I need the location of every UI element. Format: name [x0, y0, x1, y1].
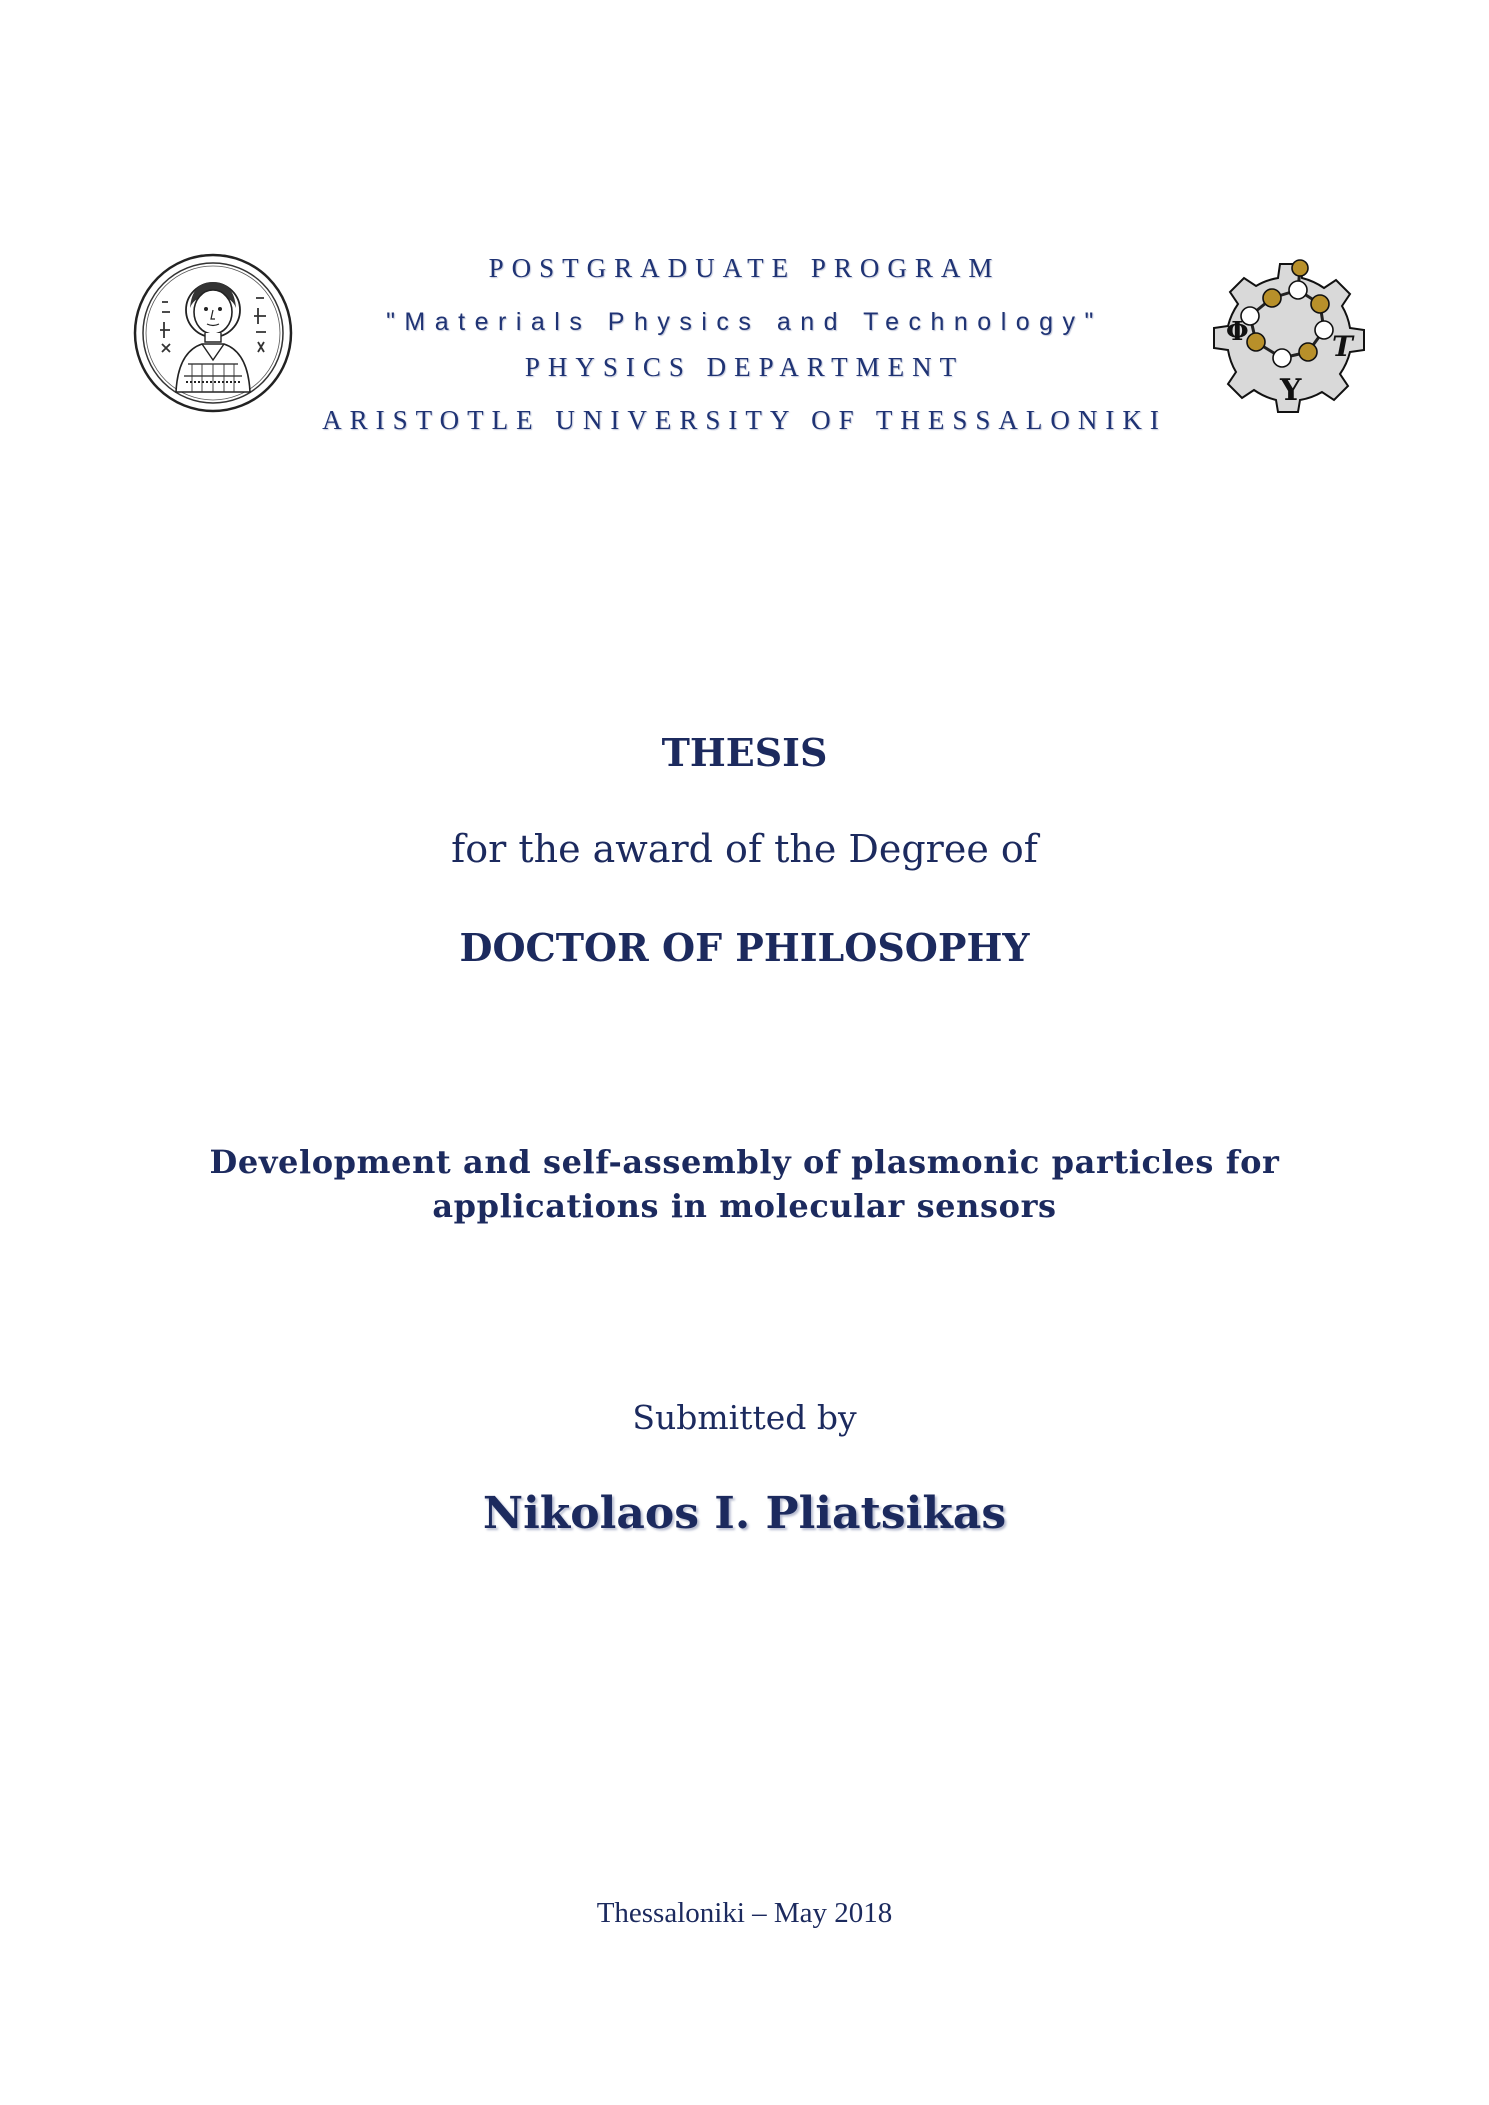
svg-text:Y: Y: [1280, 373, 1302, 408]
svg-text:Φ: Φ: [1226, 317, 1249, 347]
place-date: Thessaloniki – May 2018: [596, 1897, 893, 1929]
thesis-title-line-2: applications in molecular sensors: [432, 1187, 1057, 1225]
program-heading: POSTGRADUATE PROGRAM: [488, 253, 1001, 283]
thesis-label: THESIS: [661, 730, 828, 775]
svg-text:T: T: [1332, 330, 1353, 363]
university-heading: ARISTOTLE UNIVERSITY OF THESSALONIKI: [322, 405, 1167, 435]
author-name: Nikolaos I. Pliatsikas: [482, 1488, 1007, 1539]
department-heading: PHYSICS DEPARTMENT: [524, 352, 965, 382]
degree-title: DOCTOR OF PHILOSOPHY: [459, 925, 1030, 970]
thesis-title: [0, 1140, 1489, 1228]
specialization-heading: "Materials Physics and Technology": [386, 308, 1103, 336]
award-line: for the award of the Degree of: [451, 827, 1038, 871]
thesis-title-line-1: Development and self-assembly of plasmonic particles for: [209, 1143, 1280, 1181]
submitted-by-label: Submitted by: [632, 1398, 857, 1437]
